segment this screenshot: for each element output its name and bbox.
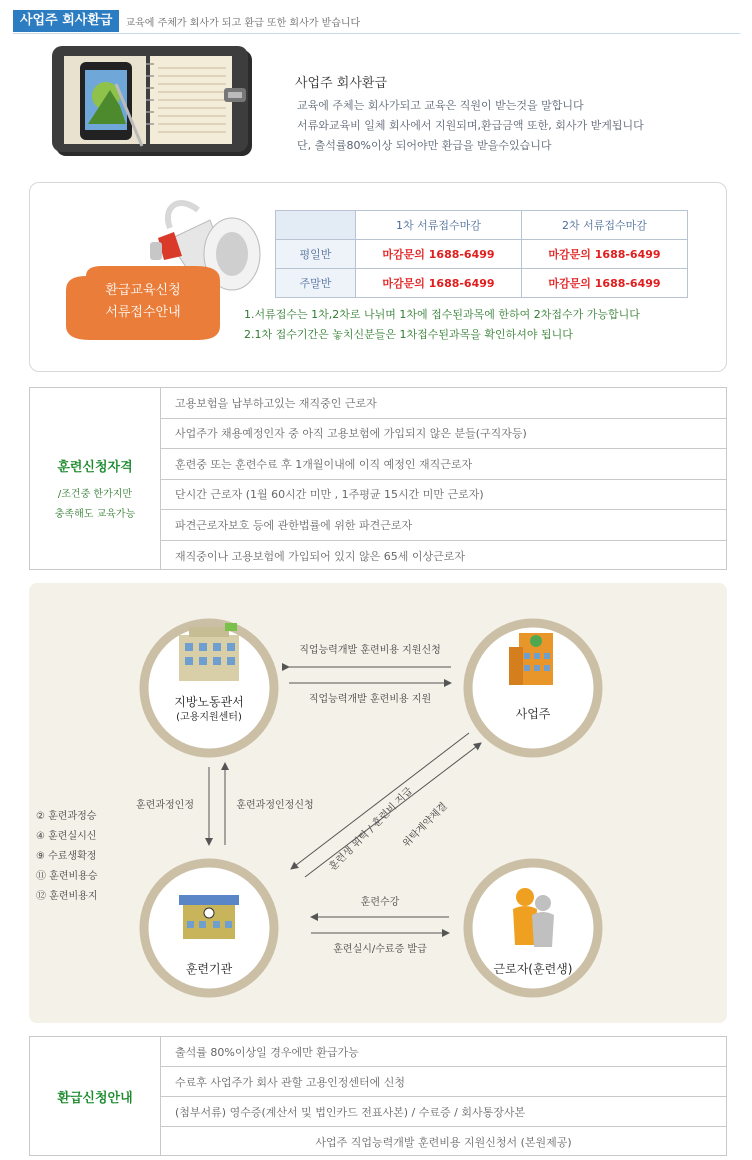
note-line: 1.서류접수는 1차,2차로 나뉘며 1차에 접수된과목에 한하여 2차접수가 가능합니다 bbox=[244, 308, 640, 321]
institution-label: 훈련기관 bbox=[185, 962, 233, 976]
arrow-label: 훈련과정인정 bbox=[136, 800, 194, 811]
table-row: 파견근로자보호 등에 관한법률에 위한 파견근로자 bbox=[161, 510, 726, 541]
table-header: 1차 서류접수마감 bbox=[356, 211, 522, 240]
refund-rows bbox=[161, 1037, 726, 1155]
row-label: 주말반 bbox=[276, 269, 356, 298]
note-line: /조건중 한가지만 bbox=[57, 489, 133, 500]
node-worker bbox=[468, 863, 598, 993]
table-cell: 마감문의 1688-6499 bbox=[356, 240, 522, 269]
refund-title: 환급신청안내 bbox=[57, 1090, 133, 1106]
intro-title: 사업주 회사환급 bbox=[295, 76, 388, 91]
table-cell: 마감문의 1688-6499 bbox=[522, 240, 688, 269]
intro-line: 서류와교육비 일체 회사에서 지원되며,환급금액 또한, 회사가 받게됩니다 bbox=[297, 119, 644, 132]
row-label: 평일반 bbox=[276, 240, 356, 269]
table-row: 출석률 80%이상일 경우에만 환급가능 bbox=[161, 1037, 726, 1067]
table-row bbox=[276, 240, 688, 269]
arrow-label: 위탁계약체결 bbox=[400, 800, 450, 850]
page-subtitle: 교육에 주체가 회사가 되고 환급 또한 회사가 받습니다 bbox=[125, 17, 361, 29]
worker-label: 근로자(훈련생) bbox=[493, 962, 573, 976]
intro-line: 단, 출석률80%이상 되어야만 환급을 받을수있습니다 bbox=[297, 139, 552, 152]
process-steps bbox=[36, 809, 98, 902]
intro-description bbox=[297, 96, 644, 156]
qualification-note bbox=[30, 485, 160, 525]
note-line: 2.1차 접수기간은 놓치신분들은 1차접수된과목을 확인하셔야 됩니다 bbox=[244, 328, 573, 341]
table-header-empty bbox=[276, 211, 356, 240]
bubble-line: 서류접수안내 bbox=[105, 305, 181, 320]
step-item: ② 훈련과정승 bbox=[36, 811, 97, 822]
refund-table bbox=[29, 1036, 727, 1156]
employer-label: 사업주 bbox=[515, 707, 551, 721]
page-header bbox=[13, 9, 360, 33]
refund-heading-cell bbox=[30, 1037, 161, 1155]
table-row: 훈련중 또는 훈련수료 후 1개월이내에 이직 예정인 재직근로자 bbox=[161, 449, 726, 480]
intro-line: 교육에 주체는 회사가되고 교육은 직원이 받는것을 말합니다 bbox=[297, 99, 584, 112]
flow-diagram-svg bbox=[29, 583, 727, 1023]
step-item: ⑨ 수료생확정 bbox=[36, 851, 97, 862]
arrow-consignment bbox=[291, 733, 469, 869]
node-training-institution bbox=[144, 863, 274, 993]
notice-notes bbox=[244, 305, 640, 345]
table-row: 고용보험을 납부하고있는 재직중인 근로자 bbox=[161, 388, 726, 419]
page-title: 사업주 회사환급 bbox=[13, 10, 119, 32]
qualification-rows bbox=[161, 388, 726, 569]
arrow-label: 훈련과정인정신청 bbox=[236, 800, 314, 811]
table-row bbox=[276, 269, 688, 298]
table-row: 사업주가 채용예정인자 중 아직 고용보험에 가입되지 않은 분들(구직자등) bbox=[161, 419, 726, 450]
table-row: (첨부서류) 영수증(계산서 및 법인카드 전표사본) / 수료증 / 회사통장사본 bbox=[161, 1097, 726, 1127]
arrow-label: 훈련수강 bbox=[360, 897, 400, 908]
deadline-table bbox=[275, 210, 688, 298]
arrow-label: 훈련실시/수료증 발급 bbox=[333, 944, 427, 955]
node-employer bbox=[468, 623, 598, 753]
qualification-heading-cell bbox=[30, 388, 161, 569]
training-flow-diagram bbox=[29, 583, 727, 1023]
arrow-label: 훈련생 위탁 / 훈련비 지급 bbox=[327, 785, 415, 873]
note-line: 충족해도 교육가능 bbox=[54, 509, 136, 520]
planner-illustration bbox=[50, 44, 256, 160]
bubble-text bbox=[66, 280, 220, 324]
bubble-line: 환급교육신청 bbox=[105, 283, 181, 298]
table-row: 단시간 근로자 (1월 60시간 미만 , 1주평균 15시간 미만 근로자) bbox=[161, 480, 726, 511]
node-labor-office bbox=[144, 623, 274, 753]
table-row: 재직중이나 고용보험에 가입되어 있지 않은 65세 이상근로자 bbox=[175, 549, 465, 563]
step-item: ⑫ 훈련비용지 bbox=[36, 891, 98, 902]
qualification-title: 훈련신청자격 bbox=[57, 460, 133, 475]
table-cell: 마감문의 1688-6499 bbox=[522, 269, 688, 298]
step-item: ⑪ 훈련비용승 bbox=[36, 871, 98, 882]
table-row: 수료후 사업주가 회사 관할 고용인정센터에 신청 bbox=[161, 1067, 726, 1097]
office-label: 지방노동관서 bbox=[174, 695, 244, 709]
arrow-label: 직업능력개발 훈련비용 지원 bbox=[308, 694, 432, 705]
step-item: ④ 훈련실시신 bbox=[36, 831, 97, 842]
arrow-contract bbox=[305, 743, 481, 877]
arrow-label: 직업능력개발 훈련비용 지원신청 bbox=[299, 645, 441, 656]
header-divider bbox=[13, 33, 740, 34]
qualification-table bbox=[29, 387, 727, 570]
table-row: 사업주 직업능력개발 훈련비용 지원신청서 (본원제공) bbox=[315, 1136, 572, 1149]
table-cell: 마감문의 1688-6499 bbox=[356, 269, 522, 298]
office-sublabel: (고용지원센터) bbox=[176, 712, 242, 723]
table-header: 2차 서류접수마감 bbox=[522, 211, 688, 240]
